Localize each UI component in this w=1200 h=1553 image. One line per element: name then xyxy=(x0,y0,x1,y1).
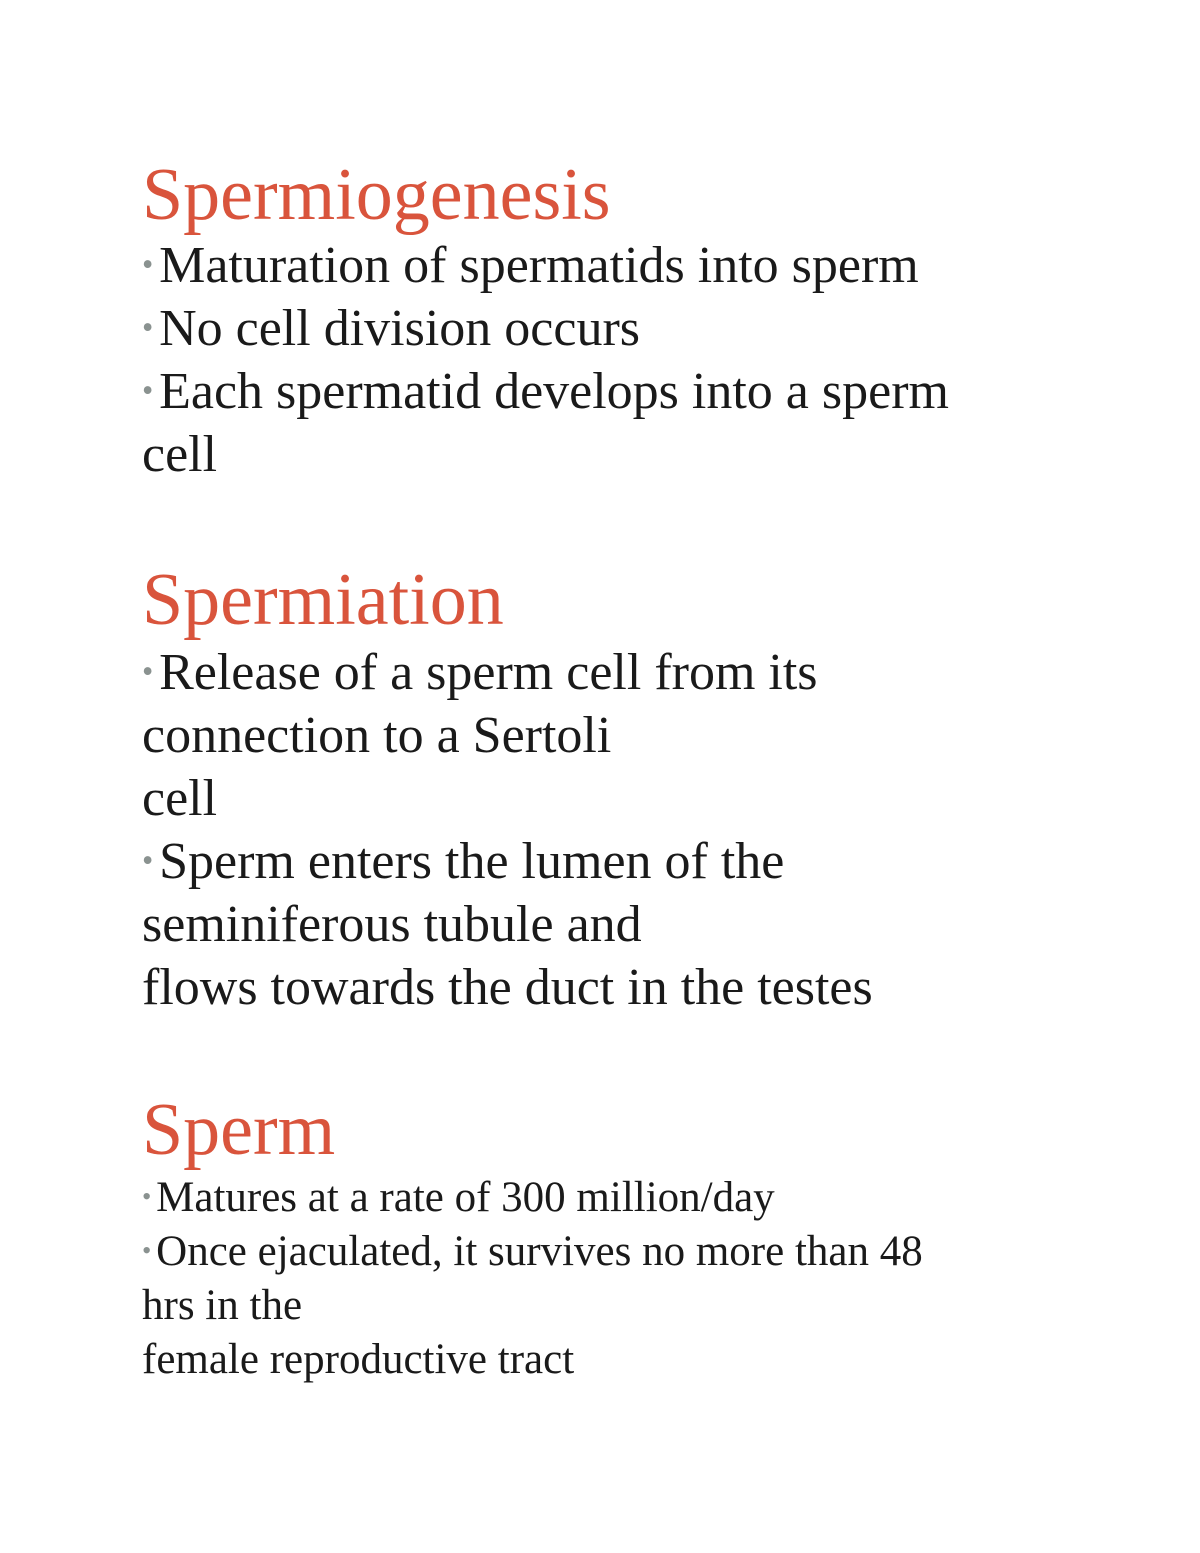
bullet-line xyxy=(142,833,785,890)
continuation-line xyxy=(142,1338,574,1381)
line-text: cell xyxy=(142,770,218,827)
bullet-line xyxy=(142,1230,923,1273)
bullet-line xyxy=(142,1176,775,1219)
continuation-line xyxy=(142,770,218,827)
bullet-line xyxy=(142,644,818,701)
bullet-line xyxy=(142,237,919,294)
line-text: No cell division occurs xyxy=(159,300,640,357)
continuation-line xyxy=(142,959,873,1016)
bullet-line xyxy=(142,300,640,357)
bullet-icon: • xyxy=(142,245,154,282)
line-text: Matures at a rate of 300 million/day xyxy=(156,1174,775,1221)
line-text: cell xyxy=(142,426,218,483)
line-text: flows towards the duct in the testes xyxy=(142,959,873,1016)
line-text: Each spermatid develops into a sperm xyxy=(159,363,949,420)
continuation-line xyxy=(142,707,612,764)
section-heading-sperm: Sperm xyxy=(142,1089,336,1171)
bullet-icon: • xyxy=(142,1235,152,1266)
line-text: hrs in the xyxy=(142,1282,303,1329)
line-text: seminiferous tubule and xyxy=(142,896,642,953)
line-text: connection to a Sertoli xyxy=(142,707,612,764)
bullet-icon: • xyxy=(142,1181,152,1212)
bullet-line xyxy=(142,363,949,420)
continuation-line xyxy=(142,896,642,953)
bullet-icon: • xyxy=(142,841,154,878)
line-text: Sperm enters the lumen of the xyxy=(159,833,785,890)
bullet-icon: • xyxy=(142,371,154,408)
line-text: Release of a sperm cell from its xyxy=(159,644,818,701)
line-text: Maturation of spermatids into sperm xyxy=(159,237,919,294)
section-heading-spermiation: Spermiation xyxy=(142,559,504,641)
continuation-line xyxy=(142,1284,302,1327)
line-text: female reproductive tract xyxy=(142,1336,575,1383)
bullet-icon: • xyxy=(142,652,154,689)
section-heading-spermiogenesis: Spermiogenesis xyxy=(142,154,611,236)
bullet-icon: • xyxy=(142,308,154,345)
line-text: Once ejaculated, it survives no more than 48 xyxy=(156,1228,923,1275)
continuation-line xyxy=(142,426,218,483)
